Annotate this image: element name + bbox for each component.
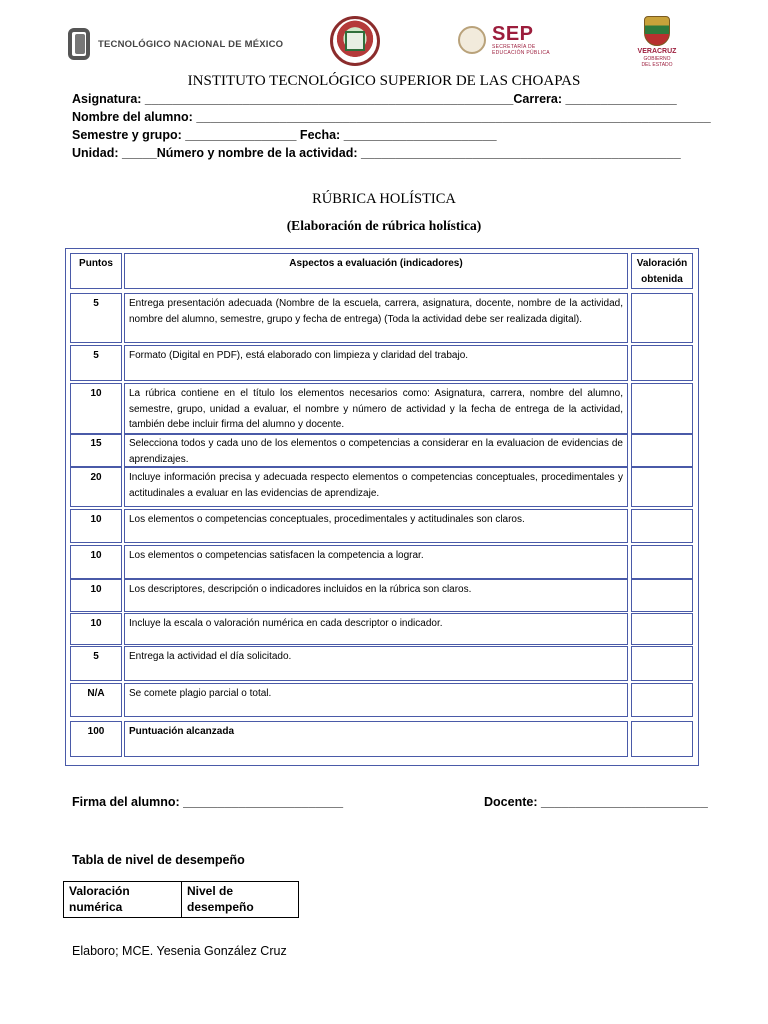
row-points: 20 xyxy=(70,467,122,507)
veracruz-logo-text: VERACRUZ xyxy=(637,48,677,55)
sep-logo xyxy=(458,24,550,56)
tecnm-logo xyxy=(66,24,283,64)
table-row xyxy=(66,579,698,612)
performance-header-level-line1: Nivel de xyxy=(187,884,234,898)
institution-title: INSTITUTO TECNOLÓGICO SUPERIOR DE LAS CHOAPAS xyxy=(187,73,581,89)
row-points: 10 xyxy=(70,579,122,612)
performance-header-numeric xyxy=(64,882,182,917)
row-aspect: Selecciona todos y cada uno de los elementos o competencias a considerar en la evaluacion de evidencias de aprendizajes. xyxy=(124,433,628,467)
performance-table-title: Tabla de nivel de desempeño xyxy=(72,853,245,867)
form-line-unidad-actividad[interactable]: Unidad: _____Número y nombre de la actividad: ______________________________________________ xyxy=(72,146,681,160)
total-label: Puntuación alcanzada xyxy=(124,721,628,757)
performance-table xyxy=(63,881,299,918)
header-aspects: Aspectos a evaluación (indicadores) xyxy=(124,253,628,289)
row-value-field[interactable] xyxy=(631,646,693,681)
performance-header-numeric-line2: numérica xyxy=(69,900,123,914)
row-aspect: Se comete plagio parcial o total. xyxy=(124,683,628,717)
author-credit: Elaboro; MCE. Yesenia González Cruz xyxy=(72,944,287,958)
table-row xyxy=(66,509,698,543)
student-signature-line[interactable]: Firma del alumno: _______________________ xyxy=(72,795,344,809)
table-row xyxy=(66,683,698,717)
row-value-field[interactable] xyxy=(631,467,693,507)
row-aspect: Formato (Digital en PDF), está elaborado con limpieza y claridad del trabajo. xyxy=(124,345,628,381)
row-points: 5 xyxy=(70,646,122,681)
mexico-seal-icon xyxy=(458,26,486,54)
form-line-nombre-alumno[interactable]: Nombre del alumno: __________________________________________________________________________ xyxy=(72,110,711,124)
row-points: 10 xyxy=(70,613,122,645)
row-value-field[interactable] xyxy=(631,345,693,381)
table-row xyxy=(66,613,698,645)
table-row xyxy=(66,293,698,343)
rubric-table xyxy=(65,248,699,766)
form-line-semestre-fecha[interactable]: Semestre y grupo: ________________ Fecha: ______________________ xyxy=(72,128,497,142)
row-points: N/A xyxy=(70,683,122,717)
teacher-signature-line[interactable]: Docente: ________________________ xyxy=(484,795,708,809)
rubric-subtitle: (Elaboración de rúbrica holística) xyxy=(286,218,482,233)
table-header-row xyxy=(66,253,698,291)
header-points: Puntos xyxy=(70,253,122,289)
itsc-seal-logo xyxy=(330,16,380,66)
row-points: 5 xyxy=(70,345,122,381)
rubric-title: RÚBRICA HOLÍSTICA xyxy=(312,191,456,207)
table-row xyxy=(66,433,698,467)
row-value-field[interactable] xyxy=(631,383,693,435)
row-value-field[interactable] xyxy=(631,509,693,543)
sep-logo-subtext-1: SECRETARÍA DE xyxy=(492,44,536,50)
row-aspect: Entrega presentación adecuada (Nombre de la escuela, carrera, asignatura, docente, nombre de la actividad, nombre del alumno, semestre, grupo y fecha de entrega) (Toda la actividad debe ser realizada digital). xyxy=(124,293,628,343)
row-value-field[interactable] xyxy=(631,579,693,612)
row-aspect: Los descriptores, descripción o indicadores incluidos en la rúbrica son claros. xyxy=(124,579,628,612)
row-value-field[interactable] xyxy=(631,293,693,343)
tecnm-logo-text: TECNOLÓGICO NACIONAL DE MÉXICO xyxy=(98,38,284,50)
table-row-total xyxy=(66,721,698,757)
veracruz-shield-icon xyxy=(644,16,670,46)
performance-header-numeric-line1: Valoración xyxy=(69,884,130,898)
row-value-field[interactable] xyxy=(631,683,693,717)
row-points: 5 xyxy=(70,293,122,343)
row-aspect: La rúbrica contiene en el título los elementos necesarios como: Asignatura, carrera, nombre del alumno, semestre, grupo, unidad a evaluar, el nombre y número de actividad y la fecha de entrega de la actividad, también debe incluir firma del alumno y docente. xyxy=(124,383,628,435)
row-aspect: Incluye información precisa y adecuada respecto elementos o competencias conceptuales, procedimentales y actitudinales a evaluar en las evidencias de aprendizaje. xyxy=(124,467,628,507)
row-points: 10 xyxy=(70,509,122,543)
sep-logo-subtext-2: EDUCACIÓN PÚBLICA xyxy=(492,50,550,56)
row-points: 15 xyxy=(70,433,122,467)
row-points: 10 xyxy=(70,545,122,579)
header-logos xyxy=(66,16,706,72)
form-line-asignatura[interactable]: Asignatura: _____________________________________________________Carrera: ________________ xyxy=(72,92,677,106)
row-aspect: Los elementos o competencias conceptuales, procedimentales y actitudinales son claros. xyxy=(124,509,628,543)
row-value-field[interactable] xyxy=(631,545,693,579)
table-row xyxy=(66,646,698,681)
veracruz-logo-subtext-2: DEL ESTADO xyxy=(641,62,673,68)
table-row xyxy=(66,467,698,507)
tecnm-gear-icon xyxy=(66,24,92,64)
total-points: 100 xyxy=(70,721,122,757)
header-value: Valoración obtenida xyxy=(631,253,693,289)
veracruz-logo-subtext-1: GOBIERNO xyxy=(643,56,671,62)
performance-header-level xyxy=(182,882,298,917)
row-aspect: Los elementos o competencias satisfacen la competencia a lograr. xyxy=(124,545,628,579)
sep-logo-text: SEP xyxy=(492,23,534,45)
row-value-field[interactable] xyxy=(631,613,693,645)
table-row xyxy=(66,345,698,381)
row-points: 10 xyxy=(70,383,122,435)
row-aspect: Entrega la actividad el día solicitado. xyxy=(124,646,628,681)
total-value-field[interactable] xyxy=(631,721,693,757)
table-row xyxy=(66,383,698,435)
row-value-field[interactable] xyxy=(631,433,693,467)
table-row xyxy=(66,545,698,579)
veracruz-logo xyxy=(632,16,682,68)
row-aspect: Incluye la escala o valoración numérica en cada descriptor o indicador. xyxy=(124,613,628,645)
performance-header-level-line2: desempeño xyxy=(187,900,254,914)
